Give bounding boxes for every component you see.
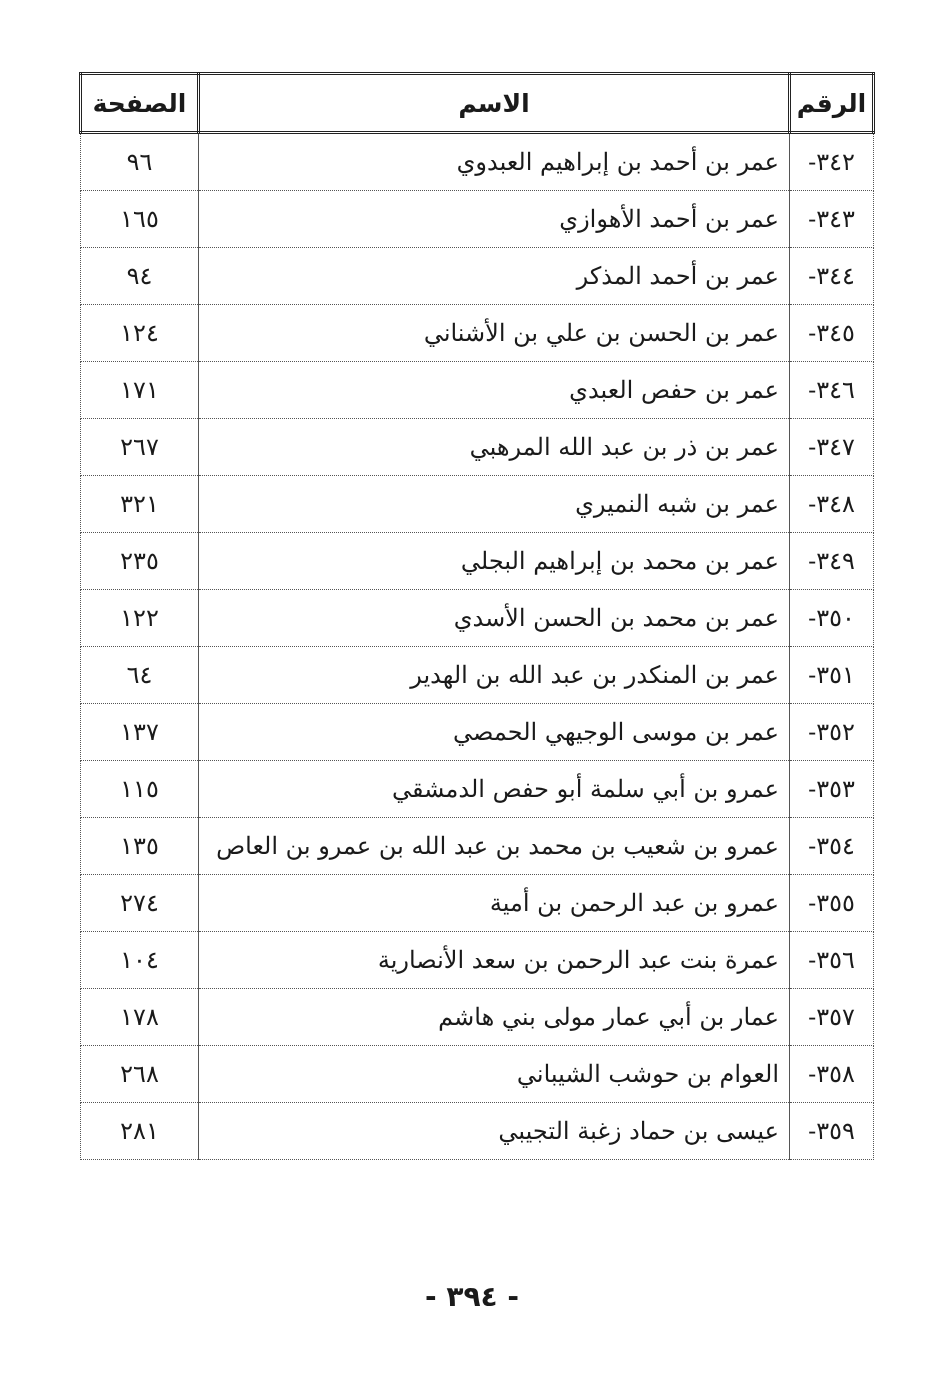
table-row — [81, 818, 874, 875]
entry-number: ٣٥٥- — [790, 875, 874, 932]
entry-page: ٢٧٤ — [81, 875, 199, 932]
entry-number: ٣٥٢- — [790, 704, 874, 761]
entry-name: عمر بن المنكدر بن عبد الله بن الهدير — [199, 647, 790, 704]
entry-page: ١١٥ — [81, 761, 199, 818]
table-row — [81, 932, 874, 989]
entry-name: عمر بن موسى الوجيهي الحمصي — [199, 704, 790, 761]
table-header-row — [81, 74, 874, 133]
entry-name: عمر بن الحسن بن علي بن الأشناني — [199, 305, 790, 362]
index-table — [79, 72, 875, 1160]
table-row — [81, 133, 874, 191]
entry-name: العوام بن حوشب الشيباني — [199, 1046, 790, 1103]
table-row — [81, 248, 874, 305]
entry-page: ١٣٧ — [81, 704, 199, 761]
entry-page: ٩٤ — [81, 248, 199, 305]
entry-page: ١٠٤ — [81, 932, 199, 989]
entry-number: ٣٤٣- — [790, 191, 874, 248]
entry-number: ٣٥٧- — [790, 989, 874, 1046]
entry-number: ٣٤٦- — [790, 362, 874, 419]
entry-page: ١٧٨ — [81, 989, 199, 1046]
table-row — [81, 989, 874, 1046]
entry-page: ٣٢١ — [81, 476, 199, 533]
table-row — [81, 1103, 874, 1160]
page-number: - ٣٩٤ - — [424, 1280, 520, 1313]
entry-page: ٢٦٧ — [81, 419, 199, 476]
entry-page: ٢٦٨ — [81, 1046, 199, 1103]
entry-number: ٣٥١- — [790, 647, 874, 704]
table-body — [81, 133, 874, 1160]
table-row — [81, 704, 874, 761]
entry-page: ٢٣٥ — [81, 533, 199, 590]
entry-number: ٣٥٩- — [790, 1103, 874, 1160]
entry-page: ١٦٥ — [81, 191, 199, 248]
entry-name: عمر بن محمد بن الحسن الأسدي — [199, 590, 790, 647]
table-row — [81, 476, 874, 533]
entry-name: عمر بن أحمد المذكر — [199, 248, 790, 305]
entry-page: ١٢٢ — [81, 590, 199, 647]
entry-number: ٣٥٤- — [790, 818, 874, 875]
entry-number: ٣٥٣- — [790, 761, 874, 818]
table-row — [81, 305, 874, 362]
table-row — [81, 761, 874, 818]
entry-page: ٩٦ — [81, 133, 199, 191]
entry-number: ٣٤٨- — [790, 476, 874, 533]
entry-page: ٦٤ — [81, 647, 199, 704]
entry-number: ٣٤٧- — [790, 419, 874, 476]
entry-name: عمرو بن شعيب بن محمد بن عبد الله بن عمرو بن العاص — [199, 818, 790, 875]
entry-name: عمر بن ذر بن عبد الله المرهبي — [199, 419, 790, 476]
entry-name: عمار بن أبي عمار مولى بني هاشم — [199, 989, 790, 1046]
entry-number: ٣٤٥- — [790, 305, 874, 362]
entry-page: ٢٨١ — [81, 1103, 199, 1160]
entry-name: عمر بن شبه النميري — [199, 476, 790, 533]
table-row — [81, 191, 874, 248]
entry-number: ٣٥٨- — [790, 1046, 874, 1103]
table-row — [81, 875, 874, 932]
entry-number: ٣٥٠- — [790, 590, 874, 647]
entry-name: عمرو بن أبي سلمة أبو حفص الدمشقي — [199, 761, 790, 818]
table-row — [81, 590, 874, 647]
entry-name: عمرة بنت عبد الرحمن بن سعد الأنصارية — [199, 932, 790, 989]
header-page: الصفحة — [81, 74, 199, 133]
entry-number: ٣٤٢- — [790, 133, 874, 191]
entry-name: عمر بن محمد بن إبراهيم البجلي — [199, 533, 790, 590]
entry-page: ١٧١ — [81, 362, 199, 419]
entry-name: عمر بن أحمد بن إبراهيم العبدوي — [199, 133, 790, 191]
entry-name: عمر بن حفص العبدي — [199, 362, 790, 419]
entry-page: ١٢٤ — [81, 305, 199, 362]
table-row — [81, 1046, 874, 1103]
entry-number: ٣٤٩- — [790, 533, 874, 590]
entry-page: ١٣٥ — [81, 818, 199, 875]
header-name: الاسم — [199, 74, 790, 133]
entry-number: ٣٥٦- — [790, 932, 874, 989]
table-row — [81, 533, 874, 590]
header-number: الرقم — [790, 74, 874, 133]
entry-number: ٣٤٤- — [790, 248, 874, 305]
table-row — [81, 647, 874, 704]
table-row — [81, 362, 874, 419]
entry-name: عمر بن أحمد الأهوازي — [199, 191, 790, 248]
table-row — [81, 419, 874, 476]
entry-name: عيسى بن حماد زغبة التجيبي — [199, 1103, 790, 1160]
entry-name: عمرو بن عبد الرحمن بن أمية — [199, 875, 790, 932]
